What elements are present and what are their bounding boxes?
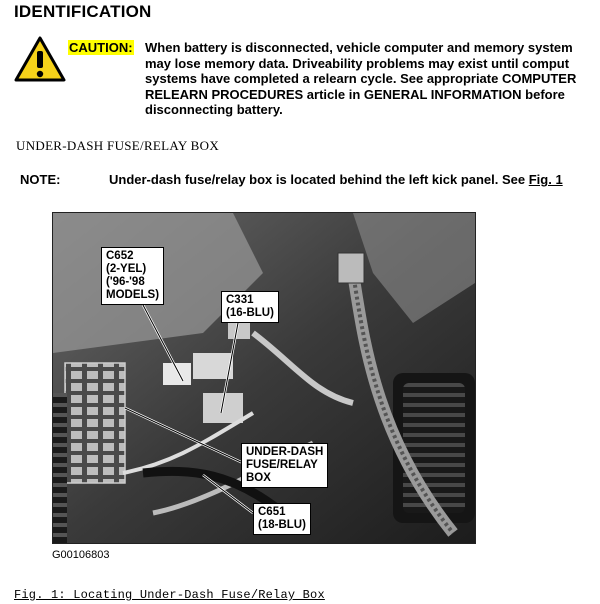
callout-line: C331 <box>226 294 254 306</box>
callout-c331 <box>221 291 279 323</box>
caution-line: may lose memory data. Driveability problems may exist until comput <box>145 55 570 71</box>
callout-line: FUSE/RELAY <box>246 459 318 471</box>
callout-line: ('96-'98 <box>106 276 145 288</box>
caution-line: RELEARN PROCEDURES article in GENERAL INFORMATION before <box>145 86 565 102</box>
figure-link[interactable]: Fig. 1 <box>528 172 563 187</box>
caution-line: disconnecting battery. <box>145 102 283 118</box>
callout-line: C651 <box>258 506 286 518</box>
photo-code: G00106803 <box>52 549 110 561</box>
caution-label: CAUTION: <box>69 40 133 55</box>
callout-line: MODELS) <box>106 289 160 301</box>
caution-text <box>145 40 576 118</box>
note-body: Under-dash fuse/relay box is located behind the left kick panel. See <box>109 172 529 187</box>
fuse-box-photo <box>52 212 476 544</box>
page-heading: IDENTIFICATION <box>14 2 152 21</box>
callout-line: (16-BLU) <box>226 307 274 319</box>
callout-c651 <box>253 503 311 535</box>
note-text <box>109 172 563 187</box>
callout-line: BOX <box>246 472 271 484</box>
caution-line: systems have completed a relearn cycle. See appropriate COMPUTER <box>145 71 577 87</box>
callout-line: C652 <box>106 250 134 262</box>
callout-c652 <box>101 247 164 305</box>
callout-line: UNDER-DASH <box>246 446 324 458</box>
callout-line: (18-BLU) <box>258 519 306 531</box>
figure-caption: Fig. 1: Locating Under-Dash Fuse/Relay Box <box>14 588 325 602</box>
caution-line: When battery is disconnected, vehicle computer and memory system <box>145 40 573 55</box>
warning-triangle-icon <box>14 36 66 82</box>
note-label: NOTE: <box>20 172 61 187</box>
callout-line: (2-YEL) <box>106 263 147 275</box>
callout-fuse-relay-box <box>241 443 328 488</box>
section-title: UNDER-DASH FUSE/RELAY BOX <box>16 138 220 153</box>
